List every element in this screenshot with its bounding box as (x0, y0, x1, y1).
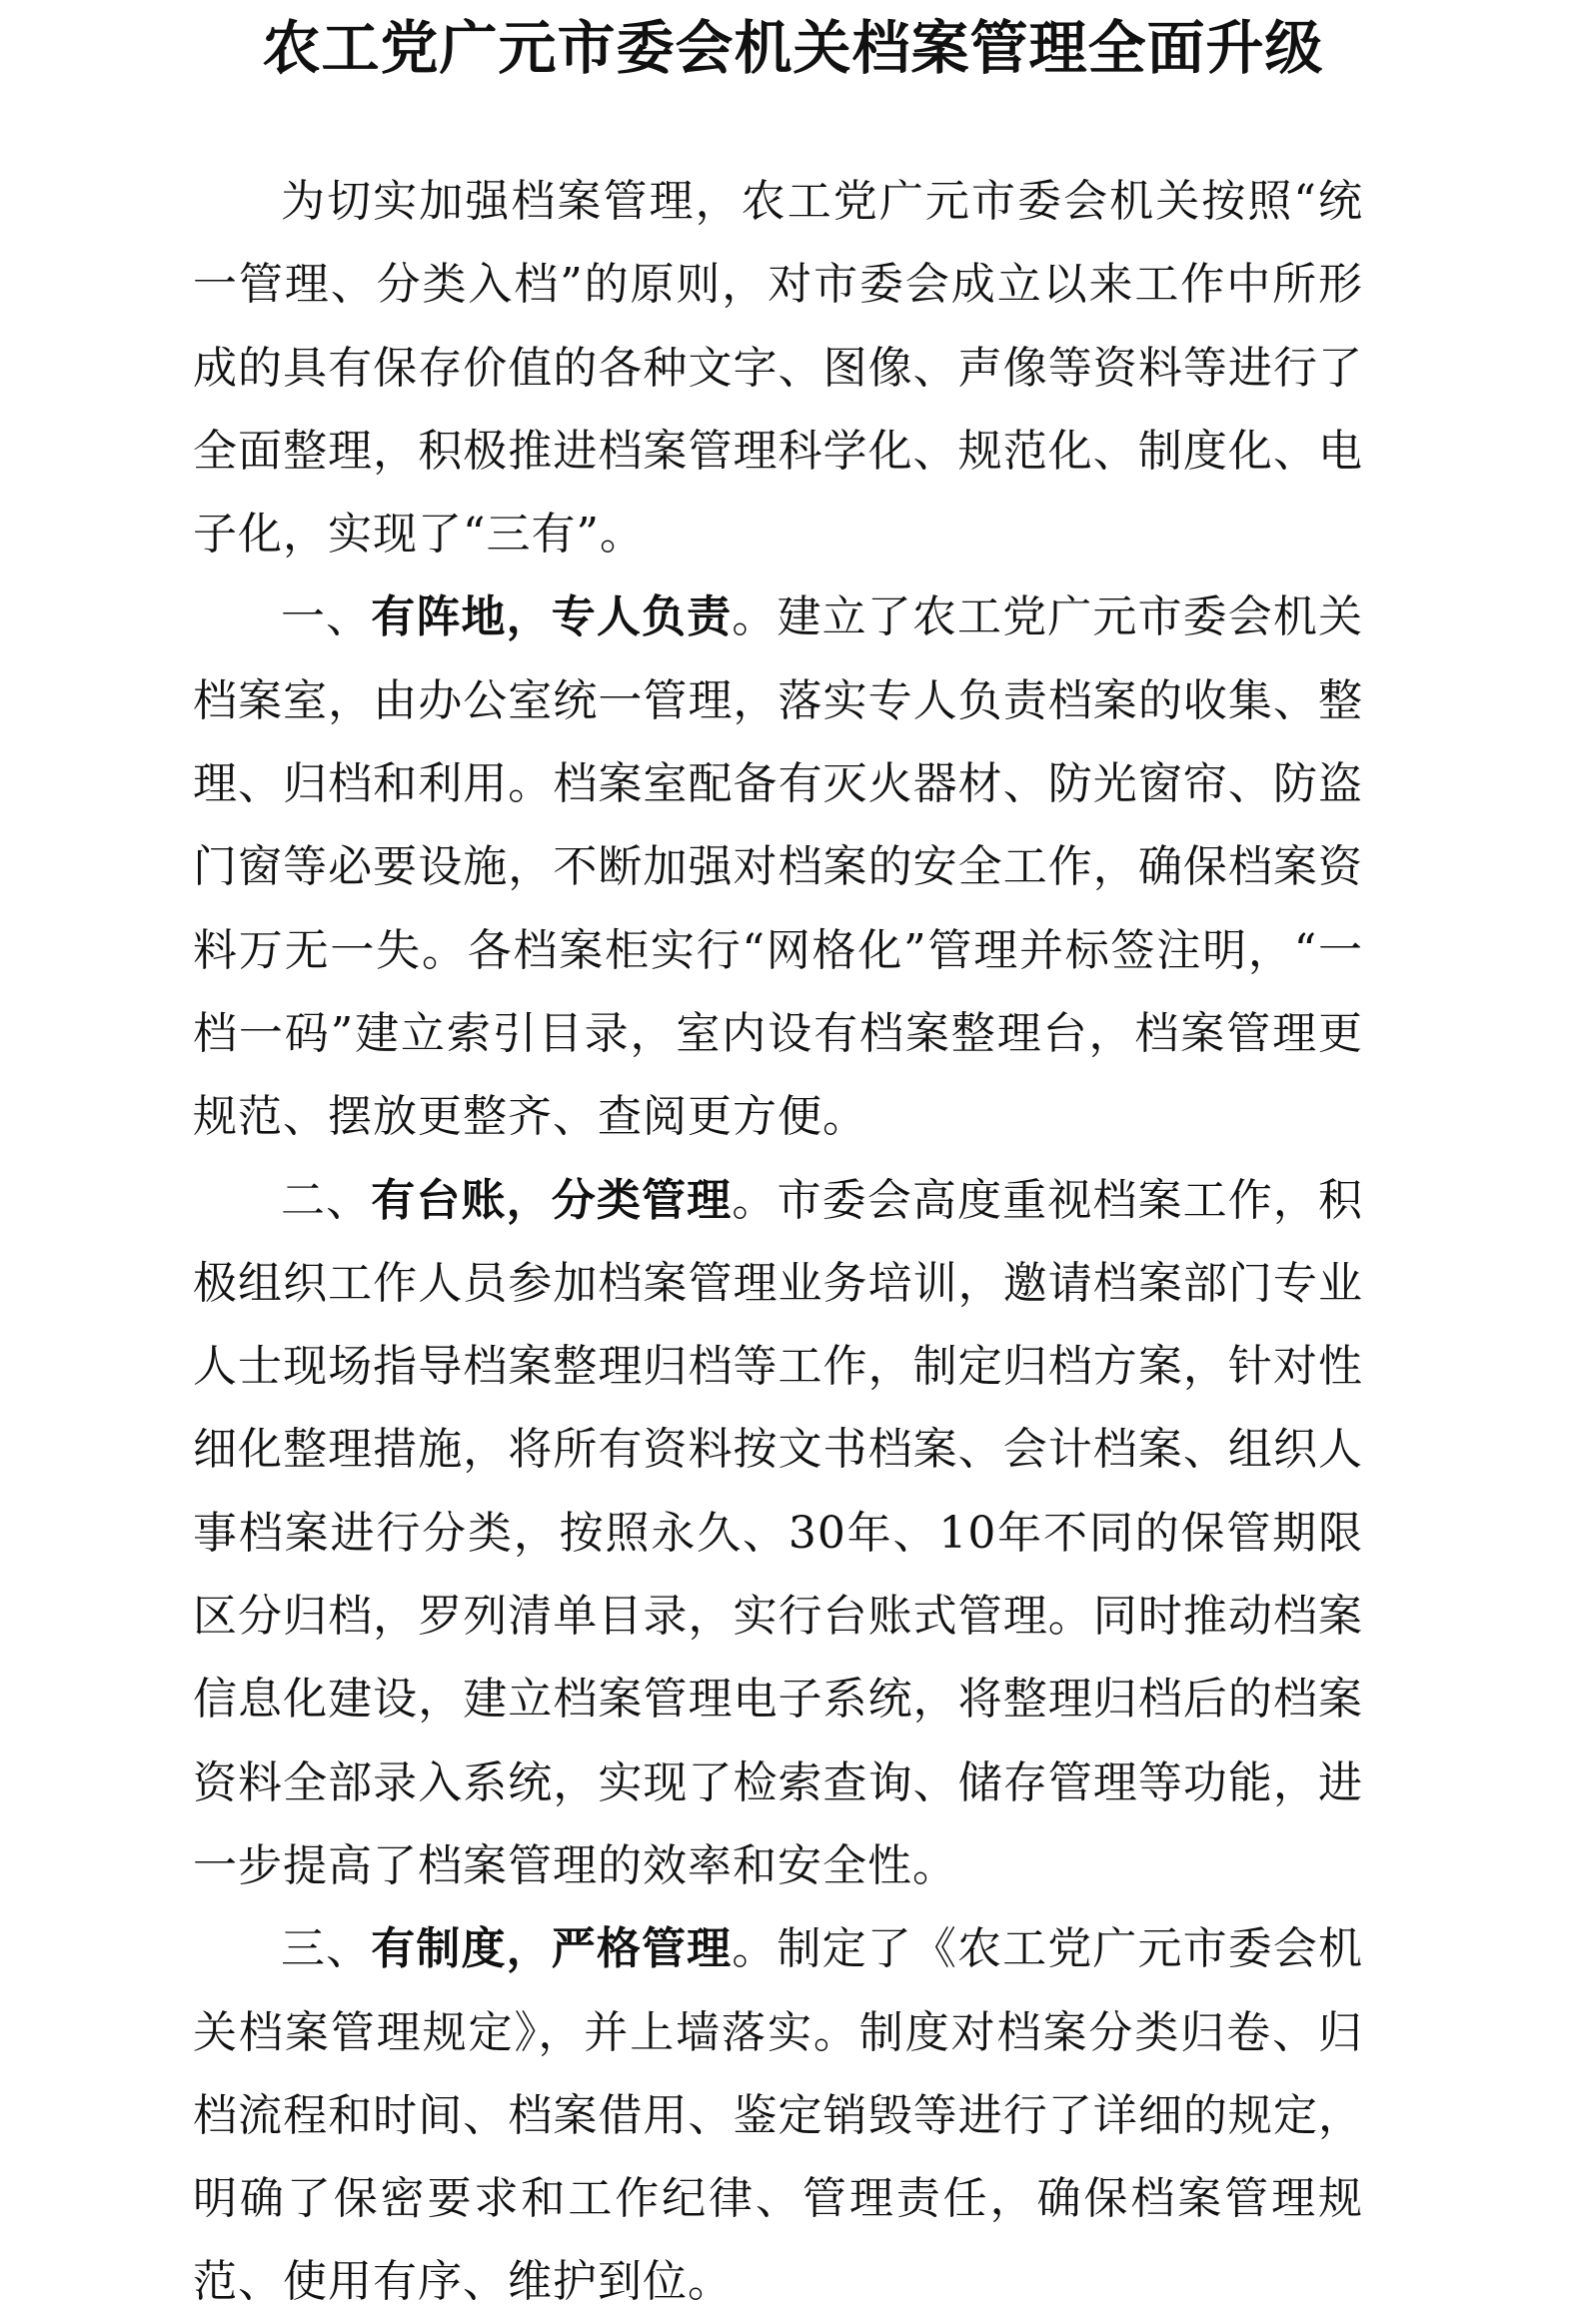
section-1-number: 一、 (281, 591, 372, 643)
intro-paragraph: 为切实加强档案管理，农工党广元市委会机关按照“统一管理、分类入档”的原则，对市委会成立以来工作中所形成的具有保存价值的各种文字、图像、声像等资料等进行了全面整理，积极推进档案管理科学化、规范化、制度化、电子化，实现了“三有”。 (193, 176, 1363, 561)
section-3-heading: 有制度，严格管理 (371, 1923, 733, 1975)
section-2-text: 。市委会高度重视档案工作，积极组织工作人员参加档案管理业务培训，邀请档案部门专业人士现场指导档案整理归档等工作，制定归档方案，针对性细化整理措施，将所有资料按文书档案、会计档案、组织人事档案进行分类，按照永久、30年、10年不同的保管期限区分归档，罗列清单目录，实行台账式管理。同时推动档案信息化建设，建立档案管理电子系统，将整理归档后的档案资料全部录入系统，实现了检索查询、储存管理等功能，进一步提高了档案管理的效率和安全性。 (193, 1174, 1364, 1891)
section-2-heading: 有台账，分类管理 (371, 1174, 733, 1226)
section-1-text: 。建立了农工党广元市委会机关档案室，由办公室统一管理，落实专人负责档案的收集、整理、归档和利用。档案室配备有灭火器材、防光窗帘、防盗门窗等必要设施，不断加强对档案的安全工作，确保档案资料万无一失。各档案柜实行“网格化”管理并标签注明，“一档一码”建立索引目录，室内设有档案整理台，档案管理更规范、摆放更整齐、查阅更方便。 (193, 591, 1364, 1143)
document-body (193, 160, 1363, 2324)
section-2-paragraph (193, 1159, 1363, 1908)
section-3-paragraph (193, 1907, 1363, 2323)
section-2-number: 二、 (281, 1174, 372, 1226)
section-1-paragraph (193, 576, 1363, 1158)
section-3-number: 三、 (281, 1923, 372, 1975)
section-1-heading: 有阵地，专人负责 (371, 591, 733, 643)
document-title: 农工党广元市委会机关档案管理全面升级 (262, 14, 1324, 82)
section-3-text: 。制定了《农工党广元市委会机关档案管理规定》，并上墙落实。制度对档案分类归卷、归档流程和时间、档案借用、鉴定销毁等进行了详细的规定，明确了保密要求和工作纪律、管理责任，确保档案管理规范、使用有序、维护到位。 (193, 1923, 1364, 2308)
